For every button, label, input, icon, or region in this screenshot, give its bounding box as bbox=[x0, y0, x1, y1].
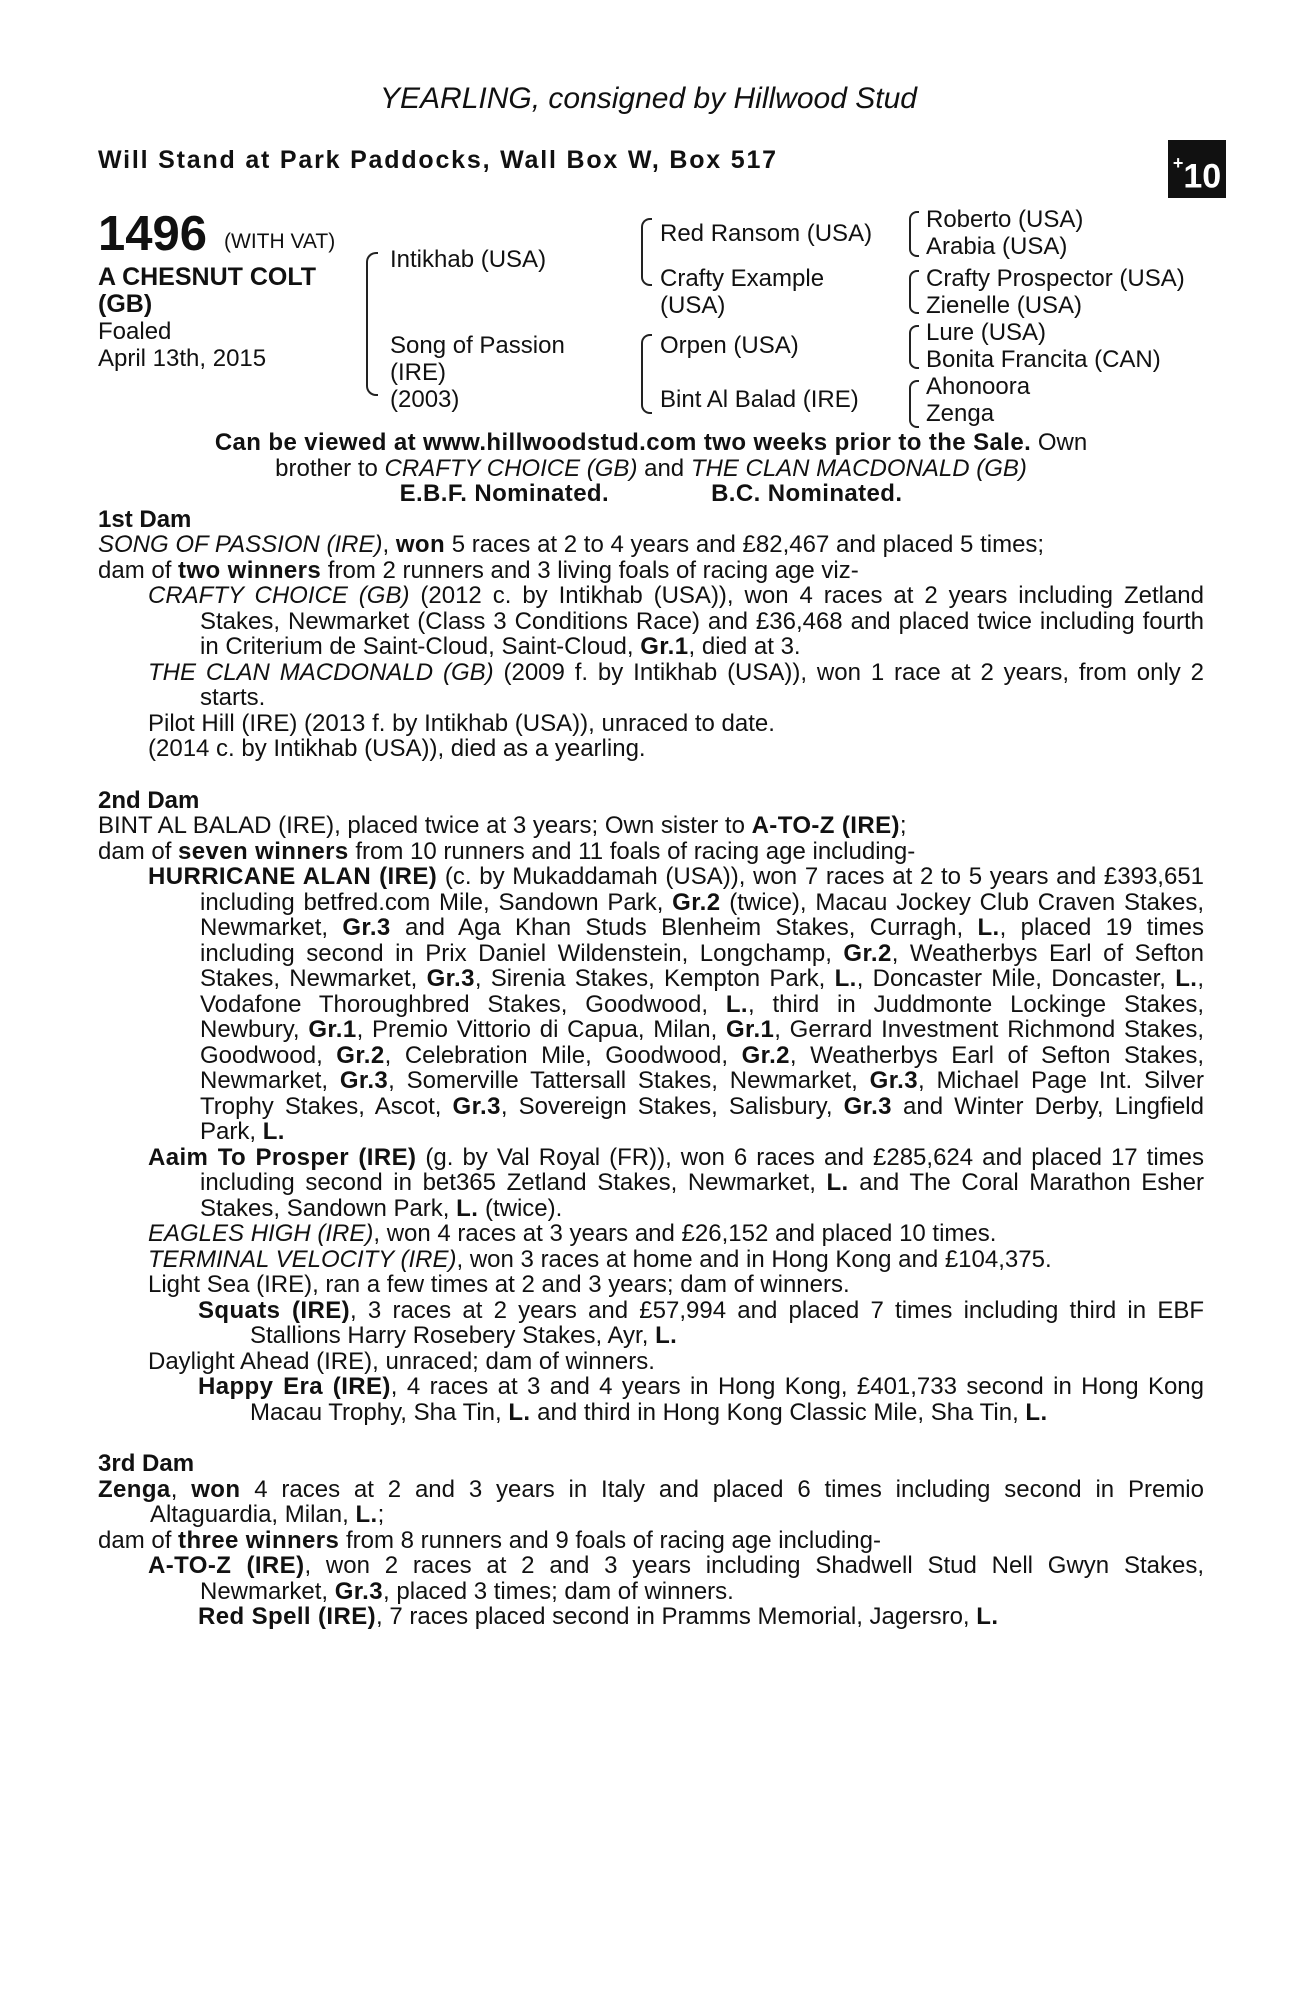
brother-text: brother to bbox=[275, 454, 385, 482]
listed-label: L. bbox=[834, 965, 857, 992]
listed-label: L. bbox=[655, 1322, 678, 1349]
dam-of-text: dam of bbox=[98, 1526, 179, 1554]
produce-red-spell bbox=[98, 1604, 1204, 1630]
third-dam-record: 4 races at 2 and 3 years in Italy and placed 6 times including second in Premio Altaguardia, Milan, bbox=[150, 1475, 1204, 1528]
semicolon: ; bbox=[377, 1501, 385, 1528]
produce-record: (2012 c. by Intikhab (USA)), won 4 races at 2 years including Zetland Stakes, Newmarket (Class 3 Conditions Race) and £36,468 and placed twice including fourth in Criterium de Saint-Cloud, Saint-Cloud, bbox=[200, 582, 1205, 660]
pedigree-brace-g1 bbox=[909, 211, 919, 257]
own-text: Own bbox=[1031, 429, 1088, 456]
grade-label: Gr.3 bbox=[339, 1067, 389, 1094]
produce-name: EAGLES HIGH (IRE) bbox=[148, 1220, 374, 1247]
produce-name: TERMINAL VELOCITY (IRE) bbox=[148, 1245, 457, 1273]
foaled-info bbox=[98, 318, 266, 372]
produce-record: (2009 f. by Intikhab (USA)), won 1 race at 2 years, from only 2 starts. bbox=[200, 658, 1204, 711]
stand-location: Will Stand at Park Paddocks, Wall Box W, Box 517 bbox=[98, 146, 778, 174]
day-badge bbox=[1168, 140, 1226, 198]
produce-terminal-velocity bbox=[98, 1247, 1204, 1273]
pedigree-dam-dam: Bint Al Balad (IRE) bbox=[660, 386, 859, 413]
second-dam-line-2 bbox=[98, 839, 1204, 865]
produce-name: HURRICANE ALAN (IRE) bbox=[148, 863, 438, 890]
produce-eagles-high bbox=[98, 1221, 1204, 1247]
txt: and third in Hong Kong Classic Mile, Sha Tin, bbox=[530, 1398, 1026, 1426]
produce-name: THE CLAN MACDONALD (GB) bbox=[148, 658, 494, 686]
winners-count: three winners bbox=[178, 1526, 340, 1554]
pedigree-g3: Crafty Prospector (USA) bbox=[926, 265, 1185, 292]
pedigree-brace-sire bbox=[641, 218, 652, 286]
listed-label: L. bbox=[725, 990, 748, 1018]
second-dam-line-1 bbox=[98, 813, 1204, 839]
txt: (twice), Macau Jockey Club Craven Stakes, Newmarket, bbox=[200, 888, 1204, 941]
listed-label: L. bbox=[508, 1398, 531, 1426]
grade-label: Gr.1 bbox=[308, 1016, 357, 1043]
grade-label: Gr.2 bbox=[741, 1041, 790, 1069]
listed-label: L. bbox=[976, 1603, 999, 1630]
pedigree-g6: Bonita Francita (CAN) bbox=[926, 346, 1161, 373]
txt: (twice). bbox=[478, 1194, 563, 1222]
dam-of-text: dam of bbox=[98, 556, 179, 584]
third-dam-line-1 bbox=[98, 1477, 1204, 1528]
produce-2014-colt: (2014 c. by Intikhab (USA)), died as a yearling. bbox=[148, 735, 646, 762]
txt: , Sovereign Stakes, Salisbury, bbox=[500, 1092, 844, 1120]
pedigree-dam bbox=[390, 332, 565, 413]
winners-count: two winners bbox=[178, 556, 322, 584]
and-text: and bbox=[637, 454, 691, 482]
txt: (g. by Val Royal (FR)), won 6 races and £285,624 and placed 17 times including second in bet365 Zetland Stakes, Newmarket, bbox=[200, 1143, 1205, 1196]
produce-pilot-hill: Pilot Hill (IRE) (2013 f. by Intikhab (USA)), unraced to date. bbox=[148, 709, 775, 737]
txt: , Premio Vittorio di Capua, Milan, bbox=[356, 1016, 726, 1043]
foaled-date: April 13th, 2015 bbox=[98, 345, 267, 372]
semicolon: ; bbox=[899, 812, 907, 839]
first-dam-line-1 bbox=[98, 532, 1204, 558]
pedigree-dam-sire: Orpen (USA) bbox=[660, 332, 799, 359]
pedigree-dam-line-1: Song of Passion bbox=[390, 332, 565, 359]
pedigree-g2: Arabia (USA) bbox=[926, 233, 1068, 260]
won-text: won bbox=[395, 531, 446, 558]
txt: , Weatherbys Earl of Sefton Stakes, Newmarket, bbox=[200, 939, 1205, 992]
grade-label: Gr.2 bbox=[336, 1041, 385, 1069]
produce-name: Red Spell (IRE) bbox=[198, 1603, 377, 1630]
grade-label: Gr.2 bbox=[672, 888, 721, 916]
grade-label: Gr.3 bbox=[452, 1092, 501, 1120]
grade-label: Gr.3 bbox=[334, 1577, 384, 1605]
listed-label: L. bbox=[1175, 965, 1198, 992]
lot-description bbox=[98, 264, 316, 318]
lot-number: 1496 bbox=[98, 207, 208, 261]
pedigree-dam-line-3: (2003) bbox=[390, 386, 460, 413]
third-dam-name: Zenga bbox=[98, 1475, 171, 1503]
first-dam-line-2 bbox=[98, 558, 1204, 584]
txt: , 7 races placed second in Pramms Memorial, Jagersro, bbox=[376, 1603, 977, 1630]
grade-label: Gr.2 bbox=[843, 939, 892, 967]
badge-number: 10 bbox=[1183, 157, 1222, 196]
txt: , placed 3 times; dam of winners. bbox=[383, 1577, 734, 1605]
pedigree-g4: Zienelle (USA) bbox=[926, 292, 1083, 319]
pedigree-sire-sire: Red Ransom (USA) bbox=[660, 220, 873, 247]
txt: , Somerville Tattersall Stakes, Newmarket, bbox=[388, 1067, 870, 1094]
txt: and The Coral Marathon Esher Stakes, Sandown Park, bbox=[200, 1169, 1204, 1222]
pedigree-sire: Intikhab (USA) bbox=[390, 246, 547, 273]
vat-label: (WITH VAT) bbox=[224, 230, 336, 253]
listed-label: L. bbox=[456, 1194, 479, 1222]
runners-text: from 8 runners and 9 foals of racing age including- bbox=[339, 1526, 881, 1554]
brother-2: THE CLAN MACDONALD (GB) bbox=[690, 454, 1027, 482]
listed-label: L. bbox=[977, 914, 1000, 941]
grade-label: Gr.3 bbox=[426, 965, 475, 992]
grade-label: Gr.1 bbox=[640, 633, 689, 660]
pedigree-brace-g4 bbox=[909, 380, 919, 428]
pedigree-sire-dam bbox=[660, 265, 824, 319]
txt: , placed 19 times including second in Prix Daniel Wildenstein, Longchamp, bbox=[200, 914, 1204, 967]
second-dam-heading: 2nd Dam bbox=[98, 786, 200, 814]
listed-label: L. bbox=[1025, 1398, 1048, 1426]
produce-a-to-z bbox=[98, 1553, 1204, 1604]
notes-line-1 bbox=[98, 430, 1204, 456]
txt: and Aga Khan Studs Blenheim Stakes, Curragh, bbox=[390, 914, 978, 941]
txt: , Sirenia Stakes, Kempton Park, bbox=[474, 965, 835, 992]
catalogue-body bbox=[98, 430, 1204, 1630]
winners-count: seven winners bbox=[178, 837, 349, 865]
brother-1: CRAFTY CHOICE (GB) bbox=[384, 454, 638, 482]
pedigree-brace-g3 bbox=[909, 325, 919, 369]
third-dam-line-2 bbox=[98, 1528, 1204, 1554]
second-dam-record: BINT AL BALAD (IRE), placed twice at 3 years; Own sister to bbox=[98, 812, 752, 839]
runners-text: from 10 runners and 11 foals of racing age including- bbox=[348, 837, 916, 865]
grade-label: Gr.3 bbox=[843, 1092, 892, 1120]
pedigree-brace-main bbox=[366, 252, 378, 396]
produce-daylight-ahead: Daylight Ahead (IRE), unraced; dam of winners. bbox=[148, 1347, 655, 1375]
produce-hurricane-alan bbox=[98, 864, 1204, 1145]
produce-aaim-to-prosper bbox=[98, 1145, 1204, 1222]
dam-of-text: dam of bbox=[98, 837, 179, 865]
pedigree-g1: Roberto (USA) bbox=[926, 206, 1084, 233]
page-title: YEARLING, consigned by Hillwood Stud bbox=[380, 82, 917, 115]
grade-label: Gr.1 bbox=[725, 1016, 775, 1043]
txt: , Weatherbys Earl of Sefton Stakes, Newmarket, bbox=[200, 1041, 1204, 1094]
pedigree-g5: Lure (USA) bbox=[926, 319, 1047, 346]
txt: , Michael Page Int. Silver Trophy Stakes, Ascot, bbox=[200, 1067, 1205, 1120]
txt: , 4 races at 3 and 4 years in Hong Kong, £401,733 second in Hong Kong Macau Trophy, Sha Tin, bbox=[250, 1373, 1204, 1426]
produce-name: CRAFTY CHOICE (GB) bbox=[148, 582, 410, 609]
txt: , third in Juddmonte Lockinge Stakes, Newbury, bbox=[200, 990, 1204, 1043]
viewing-note: Can be viewed at www.hillwoodstud.com two weeks prior to the Sale. bbox=[214, 429, 1032, 456]
grade-label: Gr.3 bbox=[342, 914, 391, 941]
txt: (c. by Mukaddamah (USA)), won 7 races at 2 to 5 years and £393,651 including betfred.com Mile, Sandown Park, bbox=[200, 863, 1205, 916]
txt: , won 3 races at home and in Hong Kong and £104,375. bbox=[456, 1245, 1052, 1273]
pedigree-brace-dam bbox=[641, 334, 652, 414]
txt: , Vodafone Thoroughbred Stakes, Goodwood, bbox=[200, 965, 1205, 1018]
produce-happy-era bbox=[98, 1374, 1204, 1425]
bc-nominated: B.C. Nominated. bbox=[711, 480, 903, 507]
txt: , 3 races at 2 years and £57,994 and placed 7 times including third in EBF Stallions Harry Rosebery Stakes, Ayr, bbox=[250, 1296, 1204, 1349]
produce-light-sea: Light Sea (IRE), ran a few times at 2 and 3 years; dam of winners. bbox=[148, 1271, 850, 1298]
txt: , Doncaster Mile, Doncaster, bbox=[856, 965, 1176, 992]
comma: , bbox=[170, 1475, 192, 1503]
produce-name: Aaim To Prosper (IRE) bbox=[148, 1143, 417, 1171]
listed-label: L. bbox=[826, 1169, 849, 1196]
sex-line-1: A CHESNUT COLT bbox=[98, 263, 317, 291]
comma: , bbox=[382, 531, 396, 558]
pedigree-g8: Zenga bbox=[926, 400, 995, 427]
pedigree-brace-g2 bbox=[909, 270, 919, 314]
produce-crafty-choice bbox=[98, 583, 1204, 660]
listed-label: L. bbox=[355, 1501, 378, 1528]
produce-name: A-TO-Z (IRE) bbox=[148, 1552, 305, 1579]
produce-clan-macdonald bbox=[98, 660, 1204, 711]
sex-line-2: (GB) bbox=[98, 290, 153, 318]
first-dam-name: SONG OF PASSION (IRE) bbox=[98, 531, 383, 558]
txt: , won 4 races at 3 years and £26,152 and placed 10 times. bbox=[373, 1220, 997, 1247]
txt: and Winter Derby, Lingfield Park, bbox=[200, 1092, 1204, 1145]
third-dam-heading: 3rd Dam bbox=[98, 1450, 195, 1477]
pedigree-sire-dam-line-2: (USA) bbox=[660, 292, 726, 319]
listed-label: L. bbox=[262, 1118, 285, 1145]
first-dam-record: 5 races at 2 to 4 years and £82,467 and placed 5 times; bbox=[445, 531, 1045, 558]
badge-prefix: + bbox=[1172, 153, 1184, 173]
won-text: won bbox=[191, 1475, 241, 1503]
nominations bbox=[98, 481, 1204, 507]
pedigree-sire-dam-line-1: Crafty Example bbox=[660, 265, 825, 292]
foaled-label: Foaled bbox=[98, 318, 172, 345]
produce-squats bbox=[98, 1298, 1204, 1349]
pedigree-g7: Ahonoora bbox=[926, 373, 1031, 400]
produce-name: Squats (IRE) bbox=[198, 1296, 351, 1324]
runners-text: from 2 runners and 3 living foals of racing age viz- bbox=[321, 556, 859, 584]
txt: , Gerrard Investment Richmond Stakes, Goodwood, bbox=[200, 1016, 1205, 1069]
txt: , Celebration Mile, Goodwood, bbox=[384, 1041, 742, 1069]
produce-record-end: , died at 3. bbox=[688, 633, 801, 660]
ebf-nominated: E.B.F. Nominated. bbox=[399, 480, 610, 507]
notes-line-2 bbox=[98, 456, 1204, 482]
first-dam-heading: 1st Dam bbox=[98, 505, 192, 533]
sister-name: A-TO-Z (IRE) bbox=[751, 812, 900, 839]
grade-label: Gr.3 bbox=[869, 1067, 918, 1094]
produce-name: Happy Era (IRE) bbox=[198, 1373, 391, 1400]
txt: , won 2 races at 2 and 3 years including Shadwell Stud Nell Gwyn Stakes, Newmarket, bbox=[200, 1552, 1204, 1605]
pedigree-dam-line-2: (IRE) bbox=[390, 359, 446, 386]
